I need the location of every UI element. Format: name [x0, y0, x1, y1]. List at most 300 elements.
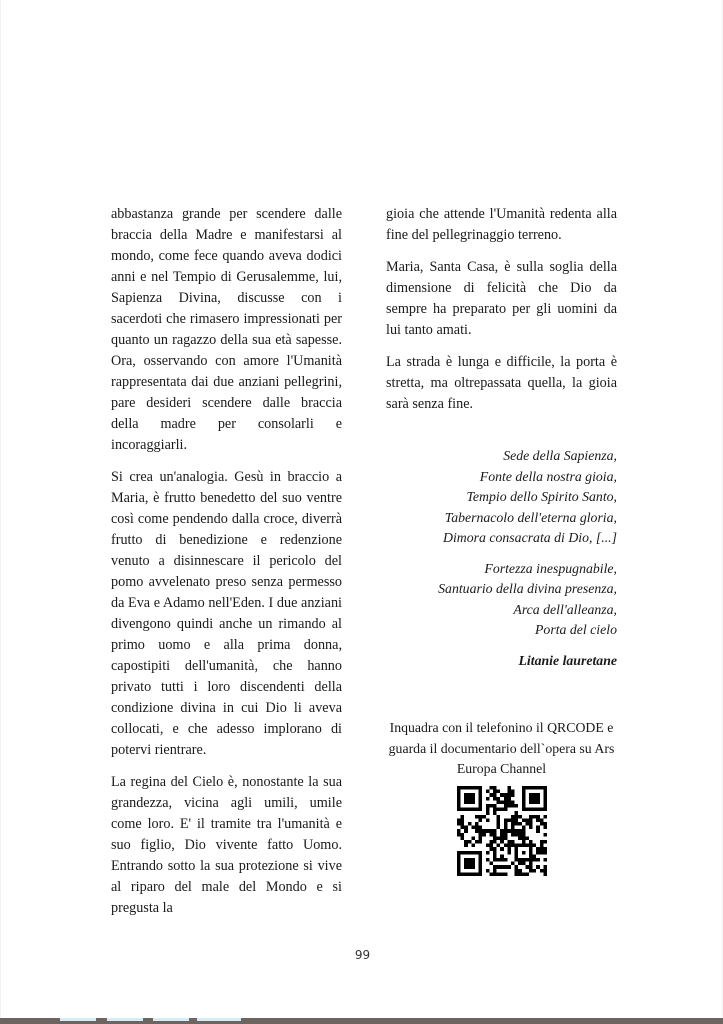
qr-module [478, 861, 482, 865]
qr-module [489, 840, 493, 844]
qr-module [543, 825, 547, 829]
qr-module [514, 865, 518, 869]
qr-module [536, 847, 540, 851]
qr-module [543, 865, 547, 869]
qr-module [478, 786, 482, 790]
qr-module [529, 843, 533, 847]
qr-module [536, 786, 540, 790]
qr-module [478, 850, 482, 854]
qr-module [475, 829, 479, 833]
qr-module [467, 800, 471, 804]
litany-line: Fonte della nostra gioia, [479, 468, 617, 484]
qr-module [521, 793, 525, 797]
qr-caption-line: Inquadra con il telefonino il QRCODE e [389, 720, 614, 735]
qr-module [500, 832, 504, 836]
qr-module [521, 796, 525, 800]
qr-module [471, 786, 475, 790]
qr-module [525, 786, 529, 790]
qr-module [514, 832, 518, 836]
qr-module [511, 793, 515, 797]
qr-module [475, 872, 479, 876]
qr-module [478, 825, 482, 829]
qr-module [496, 836, 500, 840]
qr-module [529, 858, 533, 862]
bottom-bar-segment [60, 1018, 96, 1021]
qr-module [532, 807, 536, 811]
qr-module [489, 786, 493, 790]
qr-module [482, 829, 486, 833]
qr-module [507, 818, 511, 822]
qr-module [496, 858, 500, 862]
qr-module [493, 811, 497, 815]
qr-module [464, 872, 468, 876]
qr-module [521, 832, 525, 836]
qr-module [489, 847, 493, 851]
qr-module [529, 861, 533, 865]
qr-module [478, 858, 482, 862]
qr-module [500, 829, 504, 833]
qr-module [532, 796, 536, 800]
qr-module [518, 861, 522, 865]
qr-module [460, 818, 464, 822]
paragraph: La strada è lunga e difficile, la porta è stretta, ma oltrepassata quella, la gioia sarà senza fine. [386, 354, 617, 412]
qr-module [525, 865, 529, 869]
qr-module [518, 822, 522, 826]
qr-module [460, 822, 464, 826]
qr-module [543, 800, 547, 804]
qr-module [532, 793, 536, 797]
qr-caption-line: Europa Channel [456, 761, 547, 776]
qr-module [543, 822, 547, 826]
qr-module [482, 832, 486, 836]
qr-code-graphic [457, 786, 547, 876]
qr-caption-line: guarda il documentario dell`opera su Ars [388, 740, 615, 756]
bottom-scrollbar[interactable] [0, 1018, 723, 1024]
litany-line: Santuario della divina presenza, [438, 581, 617, 596]
qr-module [503, 836, 507, 840]
qr-module [485, 789, 489, 793]
qr-module [503, 872, 507, 876]
qr-module [521, 836, 525, 840]
qr-module [460, 832, 464, 836]
qr-module [511, 814, 515, 818]
qr-module [525, 818, 529, 822]
qr-module [500, 865, 504, 869]
qr-module [511, 825, 515, 829]
qr-module [464, 786, 468, 790]
qr-module [532, 814, 536, 818]
qr-module [543, 814, 547, 818]
qr-module [511, 829, 515, 833]
qr-module [457, 796, 461, 800]
qr-module [500, 800, 504, 804]
qr-module [514, 858, 518, 862]
qr-module [507, 847, 511, 851]
qr-module [464, 829, 468, 833]
litany-line: Sede della Sapienza, [503, 448, 617, 463]
qr-module [518, 872, 522, 876]
qr-module [485, 804, 489, 808]
qr-module [493, 840, 497, 844]
qr-module [536, 829, 540, 833]
qr-module [471, 793, 475, 797]
qr-module [471, 800, 475, 804]
qr-module [467, 807, 471, 811]
qr-module [543, 840, 547, 844]
qr-module [500, 847, 504, 851]
qr-module [521, 850, 525, 854]
qr-module [507, 800, 511, 804]
qr-module [529, 793, 533, 797]
qr-module [507, 793, 511, 797]
qr-module [529, 796, 533, 800]
left-column [111, 204, 342, 930]
qr-module [478, 854, 482, 858]
qr-module [485, 829, 489, 833]
qr-module [503, 858, 507, 862]
qr-module [457, 800, 461, 804]
qr-module [471, 843, 475, 847]
qr-module [496, 843, 500, 847]
qr-module [493, 804, 497, 808]
qr-module [489, 804, 493, 808]
qr-module [496, 825, 500, 829]
qr-module [496, 796, 500, 800]
qr-module [507, 804, 511, 808]
qr-module [539, 868, 543, 872]
qr-module [464, 825, 468, 829]
qr-module [503, 818, 507, 822]
qr-module [478, 804, 482, 808]
qr-module [471, 836, 475, 840]
qr-module [529, 850, 533, 854]
qr-module [471, 807, 475, 811]
qr-module [457, 858, 461, 862]
qr-module [543, 804, 547, 808]
qr-module [511, 861, 515, 865]
qr-module [467, 786, 471, 790]
qr-module [471, 825, 475, 829]
qr-module [507, 865, 511, 869]
qr-module [529, 825, 533, 829]
qr-module [539, 807, 543, 811]
qr-module [518, 829, 522, 833]
qr-module [485, 868, 489, 872]
qr-module [467, 872, 471, 876]
qr-module [464, 843, 468, 847]
qr-module [529, 868, 533, 872]
qr-module [460, 814, 464, 818]
qr-module [529, 865, 533, 869]
qr-module [503, 825, 507, 829]
qr-module [536, 858, 540, 862]
qr-module [514, 843, 518, 847]
litany-stanza-1 [386, 446, 617, 549]
qr-module [457, 786, 461, 790]
qr-module [485, 858, 489, 862]
qr-module [478, 793, 482, 797]
qr-module [467, 822, 471, 826]
qr-module [514, 868, 518, 872]
qr-module [489, 829, 493, 833]
qr-module [525, 858, 529, 862]
paragraph: La regina del Cielo è, nonostante la sua grandezza, vicina agli umili, umile come loro. E' il tramite tra l'umanità e suo figlio, Dio vivente fatto Uomo. Entrando sotto la sua protezione si vive al riparo del male del Mondo e si pregusta la [111, 774, 342, 916]
litany-source: Litanie lauretane [518, 652, 617, 668]
paragraph: Maria, Santa Casa, è sulla soglia della dimensione di felicità che Dio da sempre ha preparato per gli uomini da lui tanto amati. [386, 259, 617, 338]
qr-module [485, 807, 489, 811]
qr-module [500, 854, 504, 858]
qr-module [478, 814, 482, 818]
qr-code-icon[interactable] [457, 786, 547, 876]
qr-module [536, 814, 540, 818]
qr-module [514, 829, 518, 833]
qr-module [532, 858, 536, 862]
qr-module [478, 789, 482, 793]
qr-module [478, 818, 482, 822]
qr-module [489, 832, 493, 836]
qr-module [460, 850, 464, 854]
qr-module [536, 796, 540, 800]
qr-module [464, 840, 468, 844]
qr-module [457, 829, 461, 833]
qr-module [471, 865, 475, 869]
qr-module [543, 786, 547, 790]
qr-module [478, 872, 482, 876]
qr-module [539, 847, 543, 851]
qr-module [460, 807, 464, 811]
qr-module [467, 840, 471, 844]
qr-module [500, 858, 504, 862]
qr-module [539, 843, 543, 847]
qr-module [503, 796, 507, 800]
litany-line: Fortezza inespugnabile, [484, 560, 617, 576]
qr-module [493, 865, 497, 869]
qr-module [475, 814, 479, 818]
qr-module [536, 807, 540, 811]
qr-module [457, 850, 461, 854]
qr-module [532, 854, 536, 858]
qr-module [543, 868, 547, 872]
qr-module [514, 822, 518, 826]
bottom-bar-segment [197, 1018, 241, 1021]
litany-quote [386, 446, 617, 671]
qr-module [529, 807, 533, 811]
qr-module [507, 786, 511, 790]
qr-module [457, 807, 461, 811]
qr-module [536, 818, 540, 822]
qr-module [514, 850, 518, 854]
litany-stanza-2 [386, 559, 617, 641]
qr-module [503, 843, 507, 847]
qr-module [478, 829, 482, 833]
qr-module [478, 796, 482, 800]
qr-module [507, 829, 511, 833]
qr-module [493, 832, 497, 836]
qr-module [503, 793, 507, 797]
qr-module [496, 807, 500, 811]
qr-module [493, 786, 497, 790]
qr-module [460, 836, 464, 840]
qr-module [464, 861, 468, 865]
qr-module [525, 807, 529, 811]
qr-module [503, 807, 507, 811]
qr-module [521, 872, 525, 876]
qr-module [518, 858, 522, 862]
qr-module [496, 822, 500, 826]
qr-module [511, 789, 515, 793]
qr-module [485, 843, 489, 847]
qr-module [485, 796, 489, 800]
qr-module [464, 865, 468, 869]
qr-module [457, 818, 461, 822]
qr-module [457, 868, 461, 872]
qr-module [503, 804, 507, 808]
qr-module [543, 832, 547, 836]
qr-module [464, 850, 468, 854]
qr-module [532, 786, 536, 790]
qr-module [507, 796, 511, 800]
qr-module [496, 818, 500, 822]
qr-module [518, 832, 522, 836]
qr-module [521, 825, 525, 829]
qr-module [532, 800, 536, 804]
qr-module [493, 850, 497, 854]
litany-line: Tempio dello Spirito Santo, [466, 489, 617, 504]
page-number: 99 [354, 948, 371, 962]
qr-module [489, 793, 493, 797]
qr-module [511, 840, 515, 844]
qr-module [460, 825, 464, 829]
qr-module [536, 793, 540, 797]
qr-module [539, 786, 543, 790]
qr-module [514, 847, 518, 851]
qr-module [507, 789, 511, 793]
qr-module [529, 840, 533, 844]
qr-module [493, 793, 497, 797]
qr-module [503, 822, 507, 826]
qr-module [467, 796, 471, 800]
qr-module [464, 796, 468, 800]
qr-module [532, 868, 536, 872]
qr-module [514, 872, 518, 876]
qr-module [457, 822, 461, 826]
paragraph: abbastanza grande per scendere dalle braccia della Madre e manifestarsi al mondo, come fece quando aveva dodici anni e nel Tempio di Gerusalemme, lui, Sapienza Divina, discusse con i sacerdoti che rimasero impressionati per quanto un ragazzo della sua età sapesse. Ora, osservando con amore l'Umanità rappresentata dai due anziani pellegrini, pare desideri scendere dalle braccia della madre per consolarli e incoraggiarli. [111, 206, 342, 453]
qr-module [543, 850, 547, 854]
litany-line: Arca dell'alleanza, [513, 601, 617, 617]
qr-module [543, 789, 547, 793]
qr-module [471, 850, 475, 854]
qr-module [478, 807, 482, 811]
qr-module [500, 793, 504, 797]
qr-module [518, 836, 522, 840]
qr-module [521, 818, 525, 822]
paragraph: gioia che attende l'Umanità redenta alla fine del pellegrinaggio terreno. [386, 206, 617, 243]
qr-module [529, 814, 533, 818]
qr-module [536, 825, 540, 829]
litany-line: Tabernacolo dell'eterna gloria, [444, 509, 617, 525]
qr-module [539, 822, 543, 826]
qr-module [529, 847, 533, 851]
qr-module [496, 789, 500, 793]
qr-module [503, 800, 507, 804]
litany-line: Porta del cielo [535, 622, 617, 637]
qr-module [493, 807, 497, 811]
qr-module [475, 807, 479, 811]
qr-module [471, 861, 475, 865]
qr-module [500, 807, 504, 811]
qr-module [493, 872, 497, 876]
qr-module [475, 825, 479, 829]
right-column [386, 204, 617, 876]
qr-module [496, 814, 500, 818]
qr-module [543, 793, 547, 797]
qr-module [471, 796, 475, 800]
qr-module [511, 800, 515, 804]
qr-module [467, 793, 471, 797]
qr-module [529, 854, 533, 858]
qr-module [500, 840, 504, 844]
qr-module [507, 843, 511, 847]
qr-module [478, 868, 482, 872]
qr-module [457, 804, 461, 808]
qr-module [457, 872, 461, 876]
qr-module [493, 847, 497, 851]
qr-module [485, 818, 489, 822]
qr-module [511, 818, 515, 822]
qr-module [464, 793, 468, 797]
qr-module [457, 832, 461, 836]
qr-module [489, 843, 493, 847]
qr-module [521, 800, 525, 804]
qr-module [539, 850, 543, 854]
qr-module [493, 789, 497, 793]
bottom-bar-segment [107, 1018, 143, 1021]
qr-module [529, 800, 533, 804]
qr-module [529, 818, 533, 822]
qr-module [507, 840, 511, 844]
qr-module [525, 872, 529, 876]
qr-module [493, 868, 497, 872]
qr-module [521, 804, 525, 808]
qr-module [478, 800, 482, 804]
qr-caption [386, 718, 617, 780]
bottom-bar-segment [153, 1018, 189, 1021]
qr-module [511, 822, 515, 826]
qr-module [529, 786, 533, 790]
qr-module [467, 865, 471, 869]
qr-module [493, 796, 497, 800]
qr-module [471, 858, 475, 862]
qr-module [514, 854, 518, 858]
qr-module [493, 829, 497, 833]
qr-module [496, 872, 500, 876]
qr-module [507, 850, 511, 854]
qr-module [539, 840, 543, 844]
qr-module [503, 829, 507, 833]
qr-module [475, 822, 479, 826]
qr-module [518, 868, 522, 872]
qr-module [525, 843, 529, 847]
qr-module [503, 865, 507, 869]
qr-module [500, 872, 504, 876]
qr-module [543, 872, 547, 876]
qr-module [543, 847, 547, 851]
qr-module [518, 814, 522, 818]
qr-module [514, 818, 518, 822]
qr-module [478, 840, 482, 844]
qr-module [460, 786, 464, 790]
qr-module [521, 786, 525, 790]
